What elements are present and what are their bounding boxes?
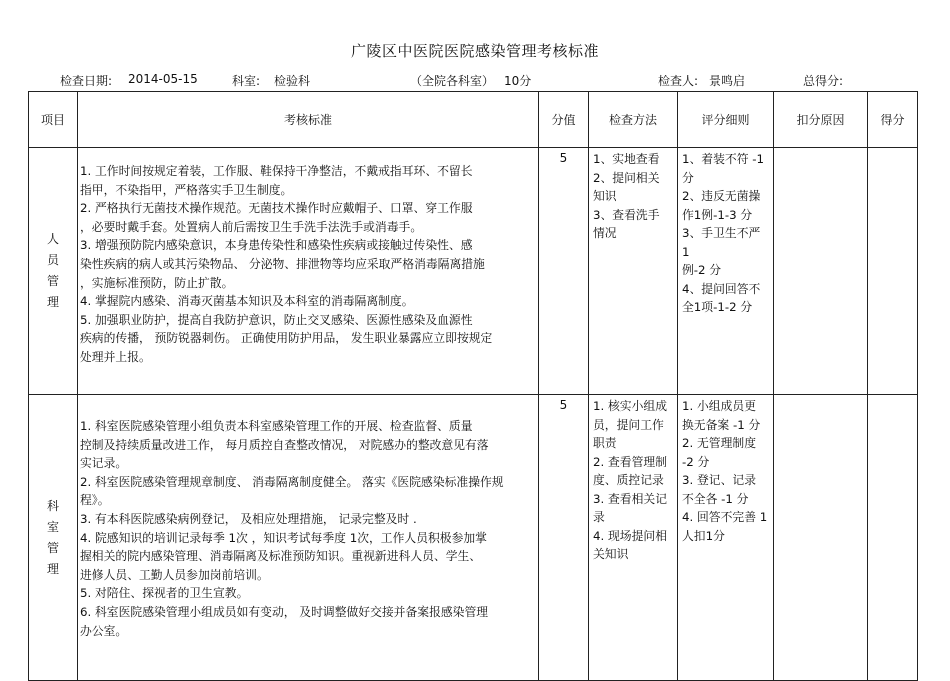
table-header-row [29, 92, 918, 148]
standard-line: 3. 有本科医院感染病例登记， 及相应处理措施， 记录完整及时 . [80, 511, 417, 526]
method-line: 1、实地查看 [593, 152, 660, 166]
standard-line: 5. 加强职业防护，提高自我防护意识，防止交叉感染、医源性感染及血源性 [80, 312, 473, 327]
method-line: 知识 [593, 189, 617, 203]
method-line: 3. 查看相关记 [593, 491, 667, 506]
col-header-standard: 考核标准 [78, 92, 539, 148]
col-header-deduction: 扣分原因 [774, 92, 868, 148]
col-header-points: 得分 [868, 92, 918, 148]
deduction-reason-cell[interactable] [774, 148, 868, 395]
scope-text: （全院各科室） [410, 74, 495, 88]
col-header-detail: 评分细则 [678, 92, 774, 148]
table-row [29, 395, 918, 681]
standard-line: 4. 院感知识的培训记录每季 1次 ，知识考试每季度 1次，工作人员积极参加掌 [80, 530, 487, 545]
detail-line: 4、提问回答不 [682, 281, 761, 296]
points-cell[interactable] [868, 395, 918, 681]
method-line: 情况 [593, 226, 617, 240]
standard-line: ，必要时戴手套。处置病人前后需按卫生手洗手法洗手或消毒手。 [80, 219, 423, 234]
detail-line: 2、违反无菌操 [682, 189, 761, 203]
standard-line: 处理并上报。 [80, 349, 151, 364]
col-header-item: 项目 [29, 92, 78, 148]
inspector-label: 检查人: [658, 74, 699, 88]
page-title: 广陵区中医院医院感染管理考核标准 [350, 42, 599, 60]
inspector-value: 景鸣启 [709, 74, 746, 88]
standard-line: 控制及持续质量改进工作， 每月质控自查整改情况， 对院感办的整改意见有落 [80, 437, 489, 452]
total-score-label: 总得分: [803, 74, 844, 88]
detail-line: 不全各 -1 分 [682, 491, 749, 506]
standard-line: 进修人员、工勤人员参加岗前培训。 [80, 567, 269, 582]
standard-line: 疾病的传播， 预防锐器刺伤。 正确使用防护用品， 发生职业暴露应立即按规定 [80, 331, 493, 346]
method-line: 职责 [593, 436, 617, 450]
method-line: 2、提问相关 [593, 170, 660, 185]
detail-line: 例-2 分 [682, 263, 722, 277]
standard-line: 染性疾病的病人或其污染物品、 分泌物、排泄物等均应采取严格消毒隔离措施 [80, 256, 485, 271]
deduction-reason-cell[interactable] [774, 395, 868, 681]
date-label: 检查日期: [60, 74, 113, 88]
detail-line: 3. 登记、记录 [682, 473, 756, 487]
dept-label: 科室: [232, 74, 261, 88]
detail-line: 全1项-1-2 分 [682, 300, 753, 314]
detail-line: 换无备案 -1 分 [682, 417, 761, 432]
standard-line: 5. 对陪住、探视者的卫生宣教。 [80, 586, 249, 601]
date-value: 2014-05-15 [128, 72, 198, 86]
detail-line: 分 [682, 170, 694, 185]
detail-cell [678, 148, 774, 395]
assessment-table [28, 91, 918, 681]
standard-line: 1. 科室医院感染管理小组负责本科室感染管理工作的开展、检查监督、质量 [80, 419, 473, 433]
standard-cell [78, 395, 539, 681]
standard-line: 2. 科室医院感染管理规章制度、 消毒隔离制度健全。 落实《医院感染标准操作规 [80, 474, 504, 489]
points-cell[interactable] [868, 148, 918, 395]
detail-line: 4. 回答不完善 1 [682, 510, 768, 524]
dept-value: 检验科 [274, 74, 311, 88]
detail-line: 3、手卫生不严 1 [682, 226, 761, 259]
detail-cell [678, 395, 774, 681]
standard-line: 4. 掌握院内感染、消毒灭菌基本知识及本科室的消毒隔离制度。 [80, 294, 414, 309]
points-text: 10分 [504, 74, 532, 88]
method-cell [589, 148, 678, 395]
standard-line: 指甲，不染指甲，严格落实手卫生制度。 [80, 182, 293, 197]
score-cell: 5 [539, 148, 589, 395]
method-line: 度、质控记录 [593, 473, 664, 487]
method-line: 员，提问工作 [593, 417, 664, 432]
score-cell: 5 [539, 395, 589, 681]
standard-cell [78, 148, 539, 395]
standard-line: 2. 严格执行无菌技术操作规范。无菌技术操作时应戴帽子、口罩、穿工作服 [80, 201, 473, 216]
method-cell [589, 395, 678, 681]
standard-line: 6. 科室医院感染管理小组成员如有变动， 及时调整做好交接并备案报感染管理 [80, 604, 489, 619]
standard-line: 3. 增强预防院内感染意识，本身患传染性和感染性疾病或接触过传染性、感 [80, 238, 473, 253]
detail-line: 1、着装不符 -1 [682, 152, 765, 166]
standard-line: 办公室。 [80, 623, 128, 638]
standard-line: 1. 工作时间按规定着装，工作服、鞋保持干净整洁，不戴戒指耳环、不留长 [80, 164, 473, 178]
col-header-method: 检查方法 [589, 92, 678, 148]
method-line: 3、查看洗手 [593, 207, 660, 222]
standard-line: ，实施标准预防，防止扩散。 [80, 275, 234, 290]
detail-line: 2. 无管理制度 [682, 436, 756, 450]
category-cell [29, 148, 78, 395]
standard-line: 程》。 [80, 493, 110, 508]
method-line: 关知识 [593, 547, 629, 561]
detail-line: 1. 小组成员更 [682, 399, 756, 413]
table-row [29, 148, 918, 395]
detail-line: 人扣1分 [682, 528, 725, 543]
method-line: 4. 现场提问相 [593, 528, 667, 543]
category-label: 人员管理 [46, 232, 59, 309]
category-label: 科室管理 [46, 498, 59, 576]
method-line: 2. 查看管理制 [593, 454, 667, 469]
standard-line: 实记录。 [80, 456, 128, 471]
detail-line: -2 分 [682, 454, 710, 469]
standard-line: 握相关的院内感染管理、消毒隔离及标准预防知识。重视新进科人员、学生、 [80, 549, 482, 564]
category-cell [29, 395, 78, 681]
col-header-score: 分值 [539, 92, 589, 148]
detail-line: 作1例-1-3 分 [682, 207, 753, 222]
method-line: 录 [593, 510, 605, 524]
method-line: 1. 核实小组成 [593, 399, 667, 413]
